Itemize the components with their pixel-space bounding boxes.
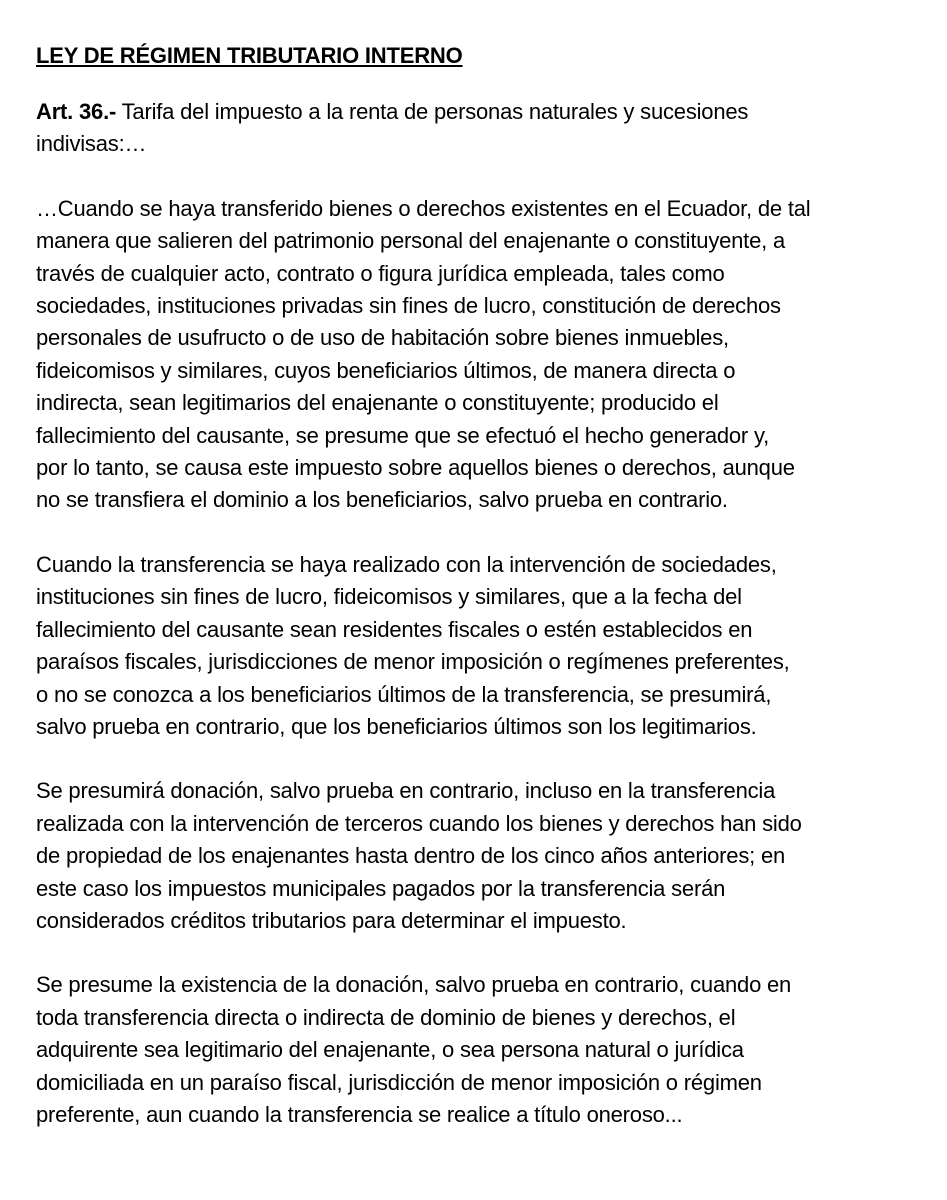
paragraph-line: sociedades, instituciones privadas sin fines de lucro, constitución de derechos — [36, 293, 781, 319]
paragraph-line: indirecta, sean legitimarios del enajenante o constituyente; producido el — [36, 390, 719, 416]
paragraph-line: no se transfiera el dominio a los beneficiarios, salvo prueba en contrario. — [36, 487, 728, 513]
paragraph-4 — [36, 969, 927, 1131]
paragraph-line: salvo prueba en contrario, que los beneficiarios últimos son los legitimarios. — [36, 713, 757, 739]
paragraph-line: personales de usufructo o de uso de habitación sobre bienes inmuebles, — [36, 325, 729, 351]
paragraph-1 — [36, 193, 927, 517]
article-heading-line-2: indivisas:… — [36, 131, 147, 157]
paragraph-2 — [36, 549, 927, 743]
paragraph-line: …Cuando se haya transferido bienes o derechos existentes en el Ecuador, de tal — [36, 195, 811, 221]
paragraph-line: instituciones sin fines de lucro, fideicomisos y similares, que a la fecha del — [36, 584, 742, 610]
paragraph-line: toda transferencia directa o indirecta de dominio de bienes y derechos, el — [36, 1004, 736, 1030]
paragraph-line: fallecimiento del causante sean residentes fiscales o estén establecidos en — [36, 616, 753, 642]
article-label: Art. 36.- — [36, 99, 117, 124]
paragraph-line: por lo tanto, se causa este impuesto sobre aquellos bienes o derechos, aunque — [36, 455, 795, 481]
document-title: LEY DE RÉGIMEN TRIBUTARIO INTERNO — [36, 43, 463, 68]
paragraph-line: Se presume la existencia de la donación, salvo prueba en contrario, cuando en — [36, 972, 792, 998]
paragraph-line: fallecimiento del causante, se presume que se efectuó el hecho generador y, — [36, 422, 770, 448]
article-heading — [36, 96, 927, 161]
paragraph-line: de propiedad de los enajenantes hasta dentro de los cinco años anteriores; en — [36, 843, 786, 869]
paragraph-line: este caso los impuestos municipales pagados por la transferencia serán — [36, 875, 726, 901]
paragraph-line: través de cualquier acto, contrato o figura jurídica empleada, tales como — [36, 260, 725, 286]
article-heading-line-1 — [36, 96, 927, 128]
paragraph-line: Se presumirá donación, salvo prueba en contrario, incluso en la transferencia — [36, 778, 776, 804]
paragraph-line: preferente, aun cuando la transferencia se realice a título oneroso... — [36, 1101, 683, 1127]
article-heading-text: Tarifa del impuesto a la renta de personas naturales y sucesiones — [116, 99, 749, 124]
paragraph-line: o no se conozca a los beneficiarios últimos de la transferencia, se presumirá, — [36, 681, 772, 707]
paragraph-line: adquirente sea legitimario del enajenante, o sea persona natural o jurídica — [36, 1037, 744, 1063]
paragraph-line: paraísos fiscales, jurisdicciones de menor imposición o regímenes preferentes, — [36, 649, 790, 675]
paragraph-3 — [36, 775, 927, 937]
paragraph-line: considerados créditos tributarios para determinar el impuesto. — [36, 907, 627, 933]
paragraph-line: domiciliada en un paraíso fiscal, jurisdicción de menor imposición o régimen — [36, 1069, 762, 1095]
paragraph-line: manera que salieren del patrimonio personal del enajenante o constituyente, a — [36, 228, 785, 254]
paragraph-line: realizada con la intervención de terceros cuando los bienes y derechos han sido — [36, 810, 802, 836]
paragraph-line: fideicomisos y similares, cuyos beneficiarios últimos, de manera directa o — [36, 357, 736, 383]
paragraph-line: Cuando la transferencia se haya realizado con la intervención de sociedades, — [36, 551, 777, 577]
